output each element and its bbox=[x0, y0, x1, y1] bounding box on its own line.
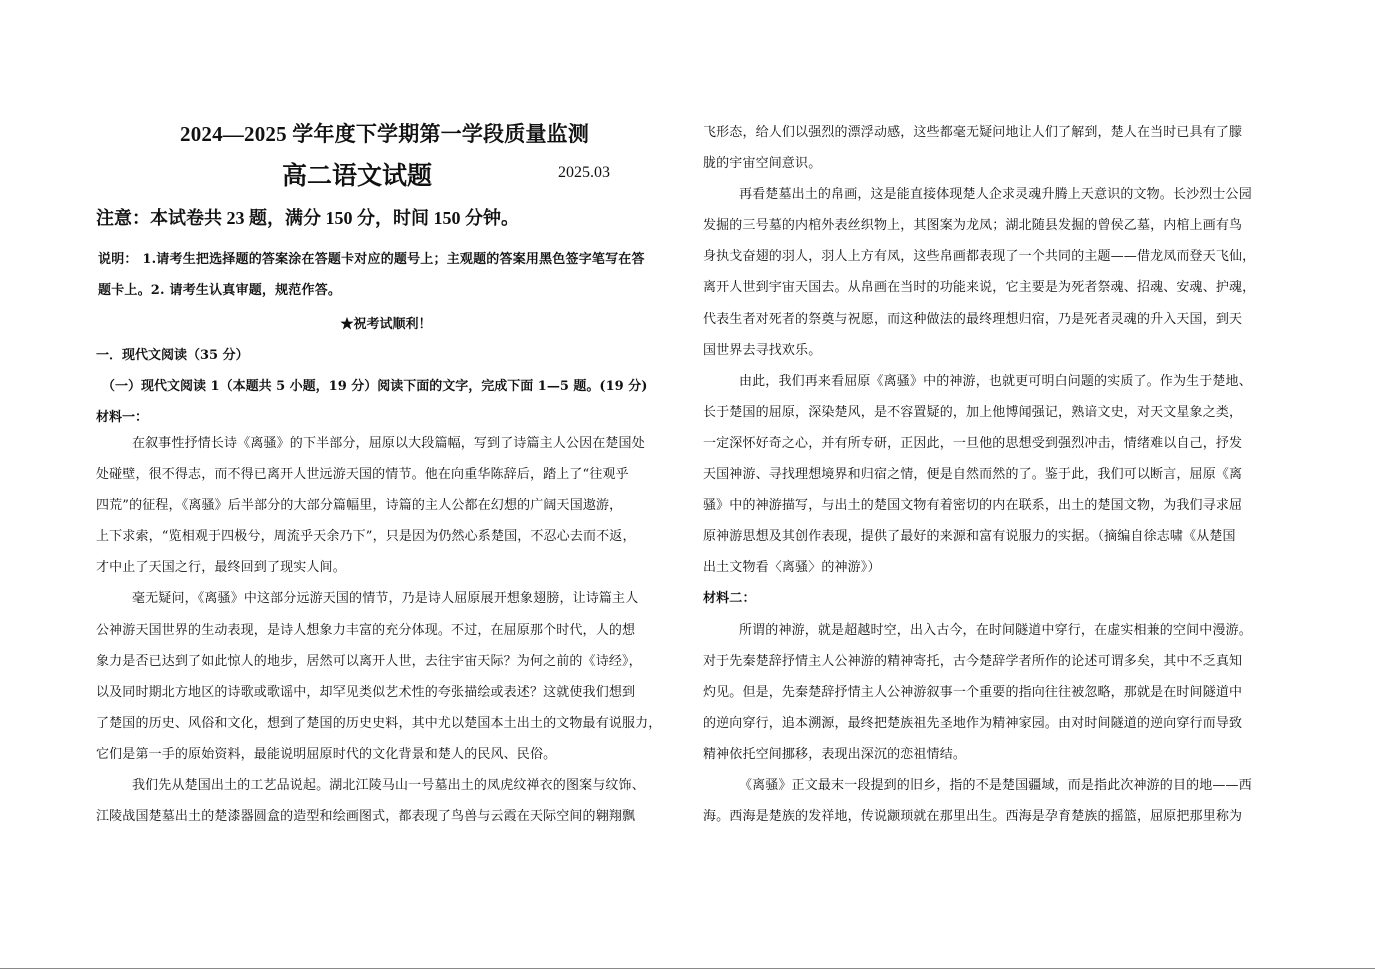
text-line: 代表生者对死者的祭奠与祝愿，而这种做法的最终理想归宿，乃是死者灵魂的升入天国，到天 bbox=[703, 311, 1243, 327]
text-line: 江陵战国楚墓出土的楚漆器圆盒的造型和绘画图式，都表现了鸟兽与云霞在天际空间的翱翔飘 bbox=[96, 809, 636, 825]
text-line: 身执戈奋翅的羽人，羽人上方有凤，这些帛画都表现了一个共同的主题——借龙凤而登天飞仙， bbox=[703, 249, 1256, 265]
text-line: 的逆向穿行，追本溯源，最终把楚族祖先圣地作为精神家园。由对时间隧道的逆向穿行而导致 bbox=[703, 715, 1243, 731]
exam-notice: 注意：本试卷共 23 题，满分 150 分，时间 150 分钟。 bbox=[96, 208, 519, 228]
material1-label: 材料一： bbox=[96, 410, 149, 425]
text-line: 对于先秦楚辞抒情主人公神游的精神寄托，古今楚辞学者所作的论述可谓多矣，其中不乏真知 bbox=[703, 653, 1243, 669]
text-line: 它们是第一手的原始资料，最能说明屈原时代的文化背景和楚人的民风、民俗。 bbox=[96, 746, 557, 762]
text-line: 一定深怀好奇之心，并有所专研，正因此，一旦他的思想受到强烈冲击，情绪难以自己，抒发 bbox=[703, 435, 1243, 451]
instruction-line: 说明： 1.请考生把选择题的答案涂在答题卡对应的题号上；主观题的答案用黑色签字笔写在答 bbox=[98, 252, 645, 267]
section-subheading: （一）现代文阅读 1（本题共 5 小题，19 分）阅读下面的文字，完成下面 1—5 题。(19 分) bbox=[102, 379, 648, 394]
right-body-text bbox=[703, 117, 1255, 832]
text-line: 海。西海是楚族的发祥地，传说颛顼就在那里出生。西海是孕育楚族的摇篮，屈原把那里称为 bbox=[703, 809, 1243, 825]
text-line: 精神依托空间挪移，表现出深沉的恋祖情结。 bbox=[703, 746, 967, 762]
text-line: 以及同时期北方地区的诗歌或歌谣中，却罕见类似艺术性的夸张描绘或表述？这就使我们想到 bbox=[96, 684, 636, 700]
text-line: 再看楚墓出土的帛画，这是能直接体现楚人企求灵魂升腾上天意识的文物。长沙烈士公园 bbox=[739, 187, 1252, 203]
text-line: 所谓的神游，就是超越时空，出入古今，在时间隧道中穿行，在虚实相兼的空间中漫游。 bbox=[739, 622, 1252, 638]
exam-subtitle: 高二语文试题 bbox=[282, 163, 433, 190]
text-line: 出土文物看〈离骚〉的神游》） bbox=[703, 560, 881, 576]
material2-label: 材料二： bbox=[703, 591, 756, 607]
text-line: 了楚国的历史、风俗和文化，想到了楚国的历史史料，其中尤以楚国本土出土的文物最有说服力， bbox=[96, 715, 662, 731]
section-heading: 一．现代文阅读（35 分） bbox=[96, 348, 249, 363]
left-body-text bbox=[96, 428, 661, 832]
text-line: 处碰壁，很不得志，而不得已离开人世远游天国的情节。他在向重华陈辞后，踏上了“往观乎 bbox=[96, 467, 629, 483]
text-line: 公神游天国世界的生动表现，是诗人想象力丰富的充分体现。不过，在屈原那个时代，人的想 bbox=[96, 622, 636, 638]
text-line: 长于楚国的屈原，深染楚风，是不容置疑的，加上他博闻强记，熟谙文史，对天文星象之类， bbox=[703, 404, 1243, 420]
text-line: 原神游思想及其创作表现，提供了最好的来源和富有说服力的实据。（摘编自徐志啸《从楚国 bbox=[703, 529, 1236, 545]
text-line: 《离骚》正文最末一段提到的旧乡，指的不是楚国疆域，而是指此次神游的目的地——西 bbox=[739, 777, 1252, 793]
text-line: 国世界去寻找欢乐。 bbox=[703, 342, 822, 358]
text-line: 胧的宇宙空间意识。 bbox=[703, 156, 822, 172]
text-line: 灼见。但是，先秦楚辞抒情主人公神游叙事一个重要的指向往往被忽略，那就是在时间隧道中 bbox=[703, 684, 1243, 700]
blessing: ★祝考试顺利！ bbox=[340, 317, 432, 332]
text-line: 上下求索，“览相观于四极兮，周流乎天余乃下”，只是因为仍然心系楚国，不忍心去而不返， bbox=[96, 529, 636, 545]
text-line: 骚》中的神游描写，与出土的楚国文物有着密切的内在联系，出土的楚国文物，为我们寻求屈 bbox=[703, 498, 1243, 514]
exam-date: 2025.03 bbox=[558, 164, 610, 181]
instruction-line: 题卡上。2. 请考生认真审题，规范作答。 bbox=[98, 283, 342, 298]
text-line: 在叙事性抒情长诗《离骚》的下半部分，屈原以大段篇幅，写到了诗篇主人公因在楚国处 bbox=[132, 436, 645, 451]
text-line: 发掘的三号墓的内棺外表丝织物上，其图案为龙凤；湖北随县发掘的曾侯乙墓，内棺上画有鸟 bbox=[703, 218, 1243, 234]
text-line: 飞形态，给人们以强烈的漂浮动感，这些都毫无疑问地让人们了解到，楚人在当时已具有了朦 bbox=[703, 125, 1243, 140]
text-line: 毫无疑问，《离骚》中这部分远游天国的情节，乃是诗人屈原展开想象翅膀，让诗篇主人 bbox=[132, 591, 639, 607]
text-line: 由此，我们再来看屈原《离骚》中的神游，也就更可明白问题的实质了。作为生于楚地、 bbox=[739, 373, 1252, 389]
text-line: 四荒”的征程，《离骚》后半部分的大部分篇幅里，诗篇的主人公都在幻想的广阔天国遨游， bbox=[96, 498, 623, 514]
instructions bbox=[98, 244, 680, 306]
text-line: 象力是否已达到了如此惊人的地步，居然可以离开人世，去往宇宙天际？为何之前的《诗经》， bbox=[96, 653, 642, 669]
page-bottom-rule bbox=[0, 968, 1375, 969]
text-line: 我们先从楚国出土的工艺品说起。湖北江陵马山一号墓出土的凤虎纹禅衣的图案与纹饰、 bbox=[132, 778, 645, 794]
text-line: 离开人世到宇宙天国去。从帛画在当时的功能来说，它主要是为死者祭魂、招魂、安魂、护魂， bbox=[703, 280, 1256, 296]
text-line: 天国神游、寻找理想境界和归宿之情，便是自然而然的了。鉴于此，我们可以断言，屈原《离 bbox=[703, 467, 1243, 483]
text-line: 才中止了天国之行，最终回到了现实人间。 bbox=[96, 560, 346, 576]
exam-title: 2024—2025 学年度下学期第一学段质量监测 bbox=[180, 122, 590, 146]
